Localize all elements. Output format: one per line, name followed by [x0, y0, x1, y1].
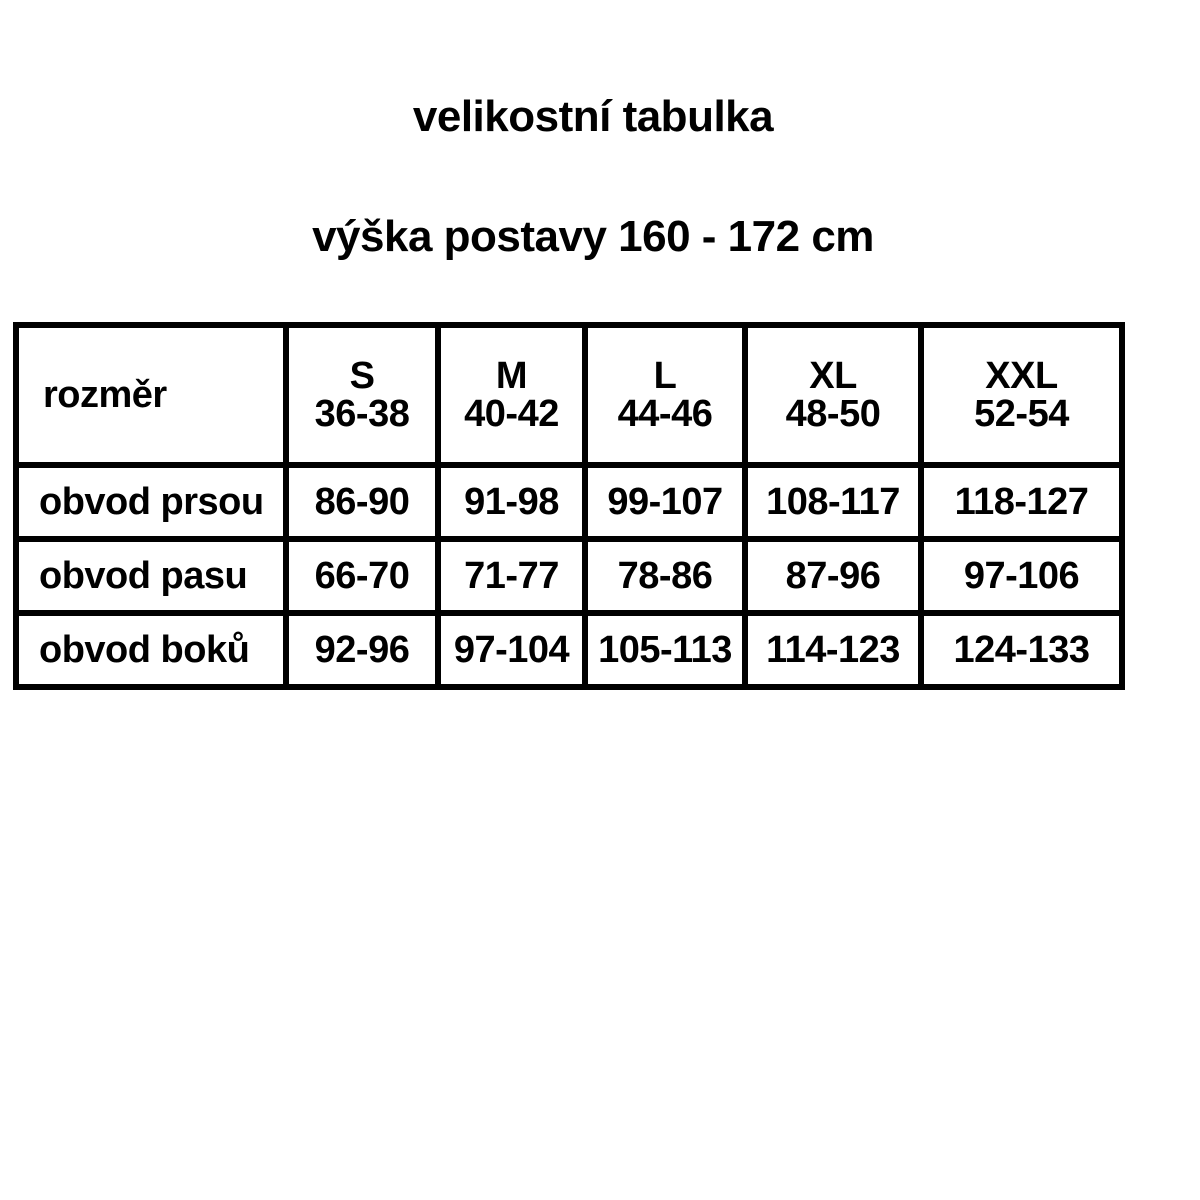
- table-cell: 118-127: [921, 465, 1122, 539]
- page-title: velikostní tabulka: [412, 92, 774, 141]
- table-cell: 108-117: [745, 465, 921, 539]
- size-range: 48-50: [785, 393, 881, 435]
- size-header-s: [286, 325, 438, 465]
- table-cell: 99-107: [585, 465, 745, 539]
- table-cell: 66-70: [286, 539, 438, 613]
- size-name: XXL: [985, 355, 1058, 397]
- row-label: obvod pasu: [16, 539, 286, 613]
- table-cell: 97-106: [921, 539, 1122, 613]
- size-table: [13, 322, 1125, 690]
- table-cell: 71-77: [438, 539, 585, 613]
- table-cell: 105-113: [585, 613, 745, 687]
- size-name: M: [495, 355, 528, 397]
- table-row-hips: [16, 613, 1122, 687]
- table-cell: 91-98: [438, 465, 585, 539]
- table-cell: 92-96: [286, 613, 438, 687]
- table-cell: 97-104: [438, 613, 585, 687]
- size-range: 44-46: [617, 393, 713, 435]
- table-header-row: [16, 325, 1122, 465]
- size-name: S: [349, 355, 375, 397]
- table-row-chest: [16, 465, 1122, 539]
- size-range: 52-54: [974, 393, 1069, 435]
- size-name: XL: [809, 355, 857, 397]
- table-cell: 86-90: [286, 465, 438, 539]
- size-header-xxl: [921, 325, 1122, 465]
- table-cell: 87-96: [745, 539, 921, 613]
- table-row-waist: [16, 539, 1122, 613]
- size-header-m: [438, 325, 585, 465]
- row-label: obvod prsou: [16, 465, 286, 539]
- size-header-xl: [745, 325, 921, 465]
- size-range: 36-38: [314, 393, 410, 435]
- row-label: obvod boků: [16, 613, 286, 687]
- table-cell: 114-123: [745, 613, 921, 687]
- header-label: rozměr: [16, 325, 286, 465]
- size-header-l: [585, 325, 745, 465]
- table-cell: 124-133: [921, 613, 1122, 687]
- table-cell: 78-86: [585, 539, 745, 613]
- page-subtitle: výška postavy 160 - 172 cm: [312, 212, 874, 261]
- size-name: L: [653, 355, 677, 397]
- size-range: 40-42: [464, 393, 559, 435]
